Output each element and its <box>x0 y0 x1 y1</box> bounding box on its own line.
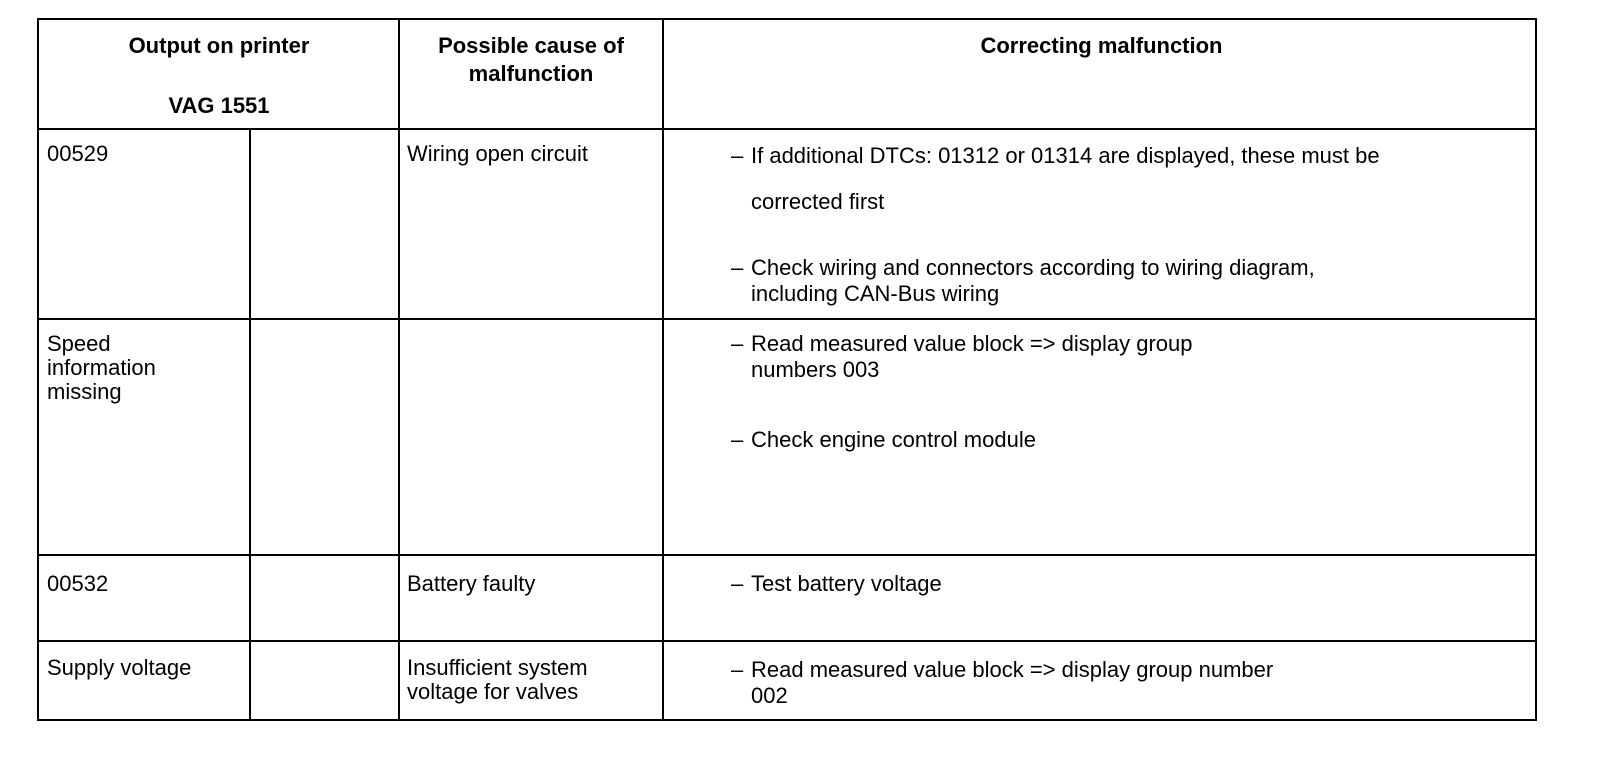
possible-cause: Wiring open circuit <box>407 141 588 166</box>
header-correcting-malfunction: Correcting malfunction <box>980 33 1223 58</box>
header-output-on-printer: Output on printer <box>128 33 310 58</box>
output-code: Supply voltage <box>47 655 192 680</box>
row-divider <box>39 318 1535 320</box>
possible-cause: Battery faulty <box>407 571 536 596</box>
output-code: 00532 <box>47 571 109 596</box>
output-code: Speed information missing <box>47 331 156 404</box>
output-code: 00529 <box>47 141 109 166</box>
header-possible-cause: Possible cause of <box>438 33 624 58</box>
malfunction-table: Output on printer VAG 1551 Possible cause of malfunction Correcting malfunction 00529 Wiring open circuit – If additional DTCs: 01312 or 01314 are displayed, these must be corrected first – Check wiring and connectors according to wiring diagram, including CAN-Bus wiring Speed information missing – Read measured value block => display group numbers 003 – Check engine control module 00532 Battery faulty – Test battery voltage Supply voltage Insufficient system voltage for valves – Read measured value block => display group number 002 <box>37 18 1537 721</box>
header-vag-1551: VAG 1551 <box>168 93 270 118</box>
column-divider <box>398 20 400 719</box>
column-divider <box>662 20 664 719</box>
row-divider <box>39 128 1535 130</box>
dash-bullet-icon: – <box>731 427 744 452</box>
header-possible-cause: malfunction <box>468 61 594 86</box>
column-divider <box>249 128 251 719</box>
possible-cause: Insufficient system voltage for valves <box>407 655 588 704</box>
dash-bullet-icon: – <box>731 571 744 596</box>
dash-bullet-icon: – <box>731 143 744 168</box>
dash-bullet-icon: – <box>731 255 744 280</box>
row-divider <box>39 554 1535 556</box>
dash-bullet-icon: – <box>731 657 744 682</box>
dash-bullet-icon: – <box>731 331 744 356</box>
row-divider <box>39 640 1535 642</box>
